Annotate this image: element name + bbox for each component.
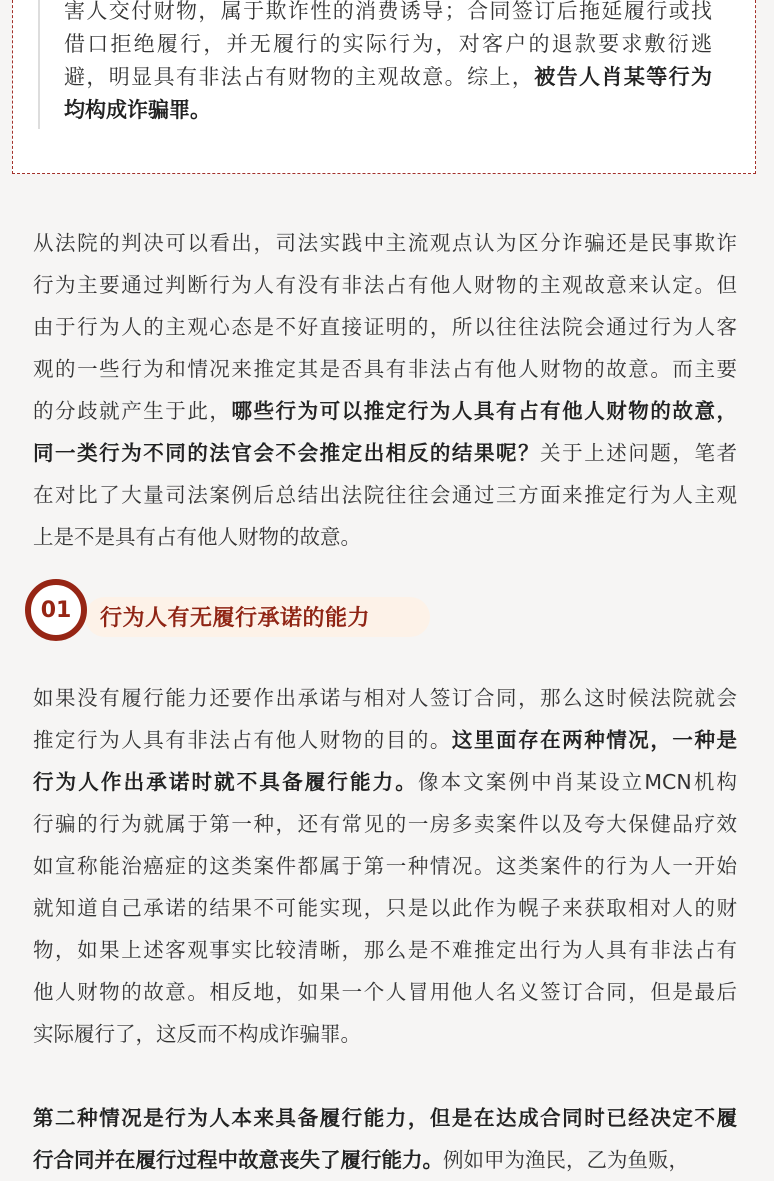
bold-text: 哪些行为可以推定行为人具有占有他人财物的故意， [231, 399, 738, 423]
text-line [33, 1013, 737, 1055]
text: 观的一些行为和情况来推定其是否具有非法占有他人财物的故意。而主要 [33, 357, 737, 381]
text-line [64, 94, 712, 127]
text: 实际履行了，这反而不构成诈骗罪。 [33, 1022, 361, 1046]
text: 就知道自己承诺的结果不可能实现，只是以此作为幌子来获取相对人的财 [33, 896, 737, 920]
text-line [33, 719, 737, 761]
text: 如宣称能治癌症的这类案件都属于第一种情况。这类案件的行为人一开始 [33, 854, 737, 878]
text-line [33, 474, 737, 516]
section-number-badge: 01 [25, 579, 87, 641]
text: 推定行为人具有非法占有他人财物的目的。 [33, 728, 452, 752]
text: 物，如果上述客观事实比较清晰，那么是不难推定出行为人具有非法占有 [33, 938, 737, 962]
section-title: 行为人有无履行承诺的能力 [100, 606, 371, 631]
text: 由于行为人的主观心态是不好直接证明的，所以往往法院会通过行为人客 [33, 315, 737, 339]
text: 在对比了大量司法案例后总结出法院往往会通过三方面来推定行为人主观 [33, 483, 737, 507]
text-line [64, 28, 712, 61]
text: 的分歧就产生于此， [33, 399, 232, 423]
text-line [33, 929, 737, 971]
text-line [33, 348, 737, 390]
text: 像本文案例中肖某设立MCN机构 [417, 770, 737, 794]
text-line [33, 677, 737, 719]
bold-text: 同一类行为不同的法官会不会推定出相反的结果呢？ [33, 441, 541, 465]
section-heading [25, 578, 435, 640]
paragraph-1 [33, 222, 737, 558]
text-line [33, 264, 737, 306]
text: 避，明显具有非法占有财物的主观故意。综上， [64, 65, 535, 89]
text: 他人财物的故意。相反地，如果一个人冒用他人名义签订合同，但是最后 [33, 980, 737, 1004]
text: 上是不是具有占有他人财物的故意。 [33, 525, 361, 549]
text: 借口拒绝履行，并无履行的实际行为，对客户的退款要求敷衍逃 [64, 32, 712, 56]
bold-text: 这里面存在两种情况，一种是 [451, 728, 738, 752]
text-line [33, 887, 737, 929]
text-line [33, 306, 737, 348]
bold-text: 行为人作出承诺时就不具备履行能力。 [33, 770, 418, 794]
text-line [33, 1097, 737, 1139]
quote-text [64, 0, 712, 127]
text-line [64, 61, 712, 94]
text: 行骗的行为就属于第一种，还有常见的一房多卖案件以及夸大保健品疗效 [33, 812, 737, 836]
bold-text: 第二种情况是行为人本来具备履行能力，但是在达成合同时已经决定不履 [33, 1106, 737, 1130]
text: 行为主要通过判断行为人有没有非法占有他人财物的主观故意来认定。但 [33, 273, 737, 297]
text: 例如甲为渔民，乙为鱼贩， [443, 1148, 689, 1172]
text-line [64, 0, 712, 28]
bold-text: 被告人肖某等行为 [534, 65, 712, 89]
text-line [33, 971, 737, 1013]
text: 害人交付财物，属于欺诈性的消费诱导；合同签订后拖延履行或找 [64, 0, 712, 23]
bold-text: 行合同并在履行过程中故意丧失了履行能力。 [33, 1148, 443, 1172]
text-line [33, 845, 737, 887]
text-line [33, 761, 737, 803]
text-line [33, 1139, 737, 1181]
text-line [33, 803, 737, 845]
text-line [33, 222, 737, 264]
text: 关于上述问题，笔者 [540, 441, 738, 465]
text: 如果没有履行能力还要作出承诺与相对人签订合同，那么这时候法院就会 [33, 686, 737, 710]
quote-box [12, 0, 756, 174]
text-line [33, 432, 737, 474]
text-line [33, 390, 737, 432]
text: 从法院的判决可以看出，司法实践中主流观点认为区分诈骗还是民事欺诈 [33, 231, 737, 255]
text-line [33, 516, 737, 558]
bold-text: 均构成诈骗罪。 [64, 98, 211, 122]
paragraph-3 [33, 1097, 737, 1181]
paragraph-2 [33, 677, 737, 1055]
quote-bar [38, 0, 40, 129]
